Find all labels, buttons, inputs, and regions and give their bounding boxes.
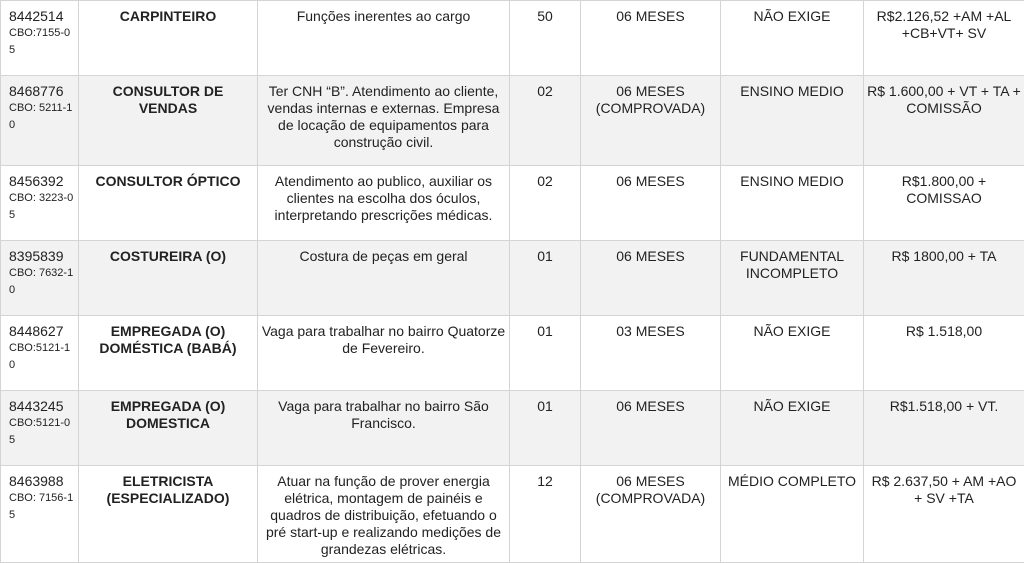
salary-benefits: R$ 2.637,50 + AM +AO + SV +TA xyxy=(864,466,1024,563)
table-row xyxy=(1,466,1024,563)
experience-requirement: 06 MESES xyxy=(581,241,721,316)
job-code-cell xyxy=(1,76,79,166)
education-requirement: ENSINO MEDIO xyxy=(721,76,864,166)
experience-requirement: 06 MESES (COMPROVADA) xyxy=(581,466,721,563)
education-requirement: ENSINO MEDIO xyxy=(721,166,864,241)
cbo-code: CBO: 3223-05 xyxy=(9,190,76,224)
table-row xyxy=(1,241,1024,316)
job-description: Ter CNH “B”. Atendimento ao cliente, vendas internas e externas. Empresa de locação de equipamentos para construção civil. xyxy=(258,76,510,166)
job-title: CARPINTEIRO xyxy=(79,1,258,76)
job-code: 8448627 xyxy=(9,323,76,340)
table-row xyxy=(1,1,1024,76)
education-requirement: NÃO EXIGE xyxy=(721,391,864,466)
job-title: EMPREGADA (O) DOMESTICA xyxy=(79,391,258,466)
cbo-code: CBO:5121-05 xyxy=(9,415,76,449)
job-code: 8463988 xyxy=(9,473,76,490)
job-code: 8468776 xyxy=(9,83,76,100)
job-description: Vaga para trabalhar no bairro São Francisco. xyxy=(258,391,510,466)
job-code: 8442514 xyxy=(9,8,76,25)
education-requirement: FUNDAMENTAL INCOMPLETO xyxy=(721,241,864,316)
cbo-code: CBO: 7156-15 xyxy=(9,490,76,524)
job-description: Atuar na função de prover energia elétrica, montagem de painéis e quadros de distribuição, efetuando o pré start-up e realizando medições de grandezas elétricas. xyxy=(258,466,510,563)
vacancies-count: 12 xyxy=(510,466,581,563)
experience-requirement: 06 MESES xyxy=(581,1,721,76)
job-code: 8395839 xyxy=(9,248,76,265)
job-code-cell xyxy=(1,316,79,391)
experience-requirement: 06 MESES xyxy=(581,166,721,241)
cbo-code: CBO: 5211-10 xyxy=(9,100,76,134)
job-title: CONSULTOR ÓPTICO xyxy=(79,166,258,241)
job-code-cell xyxy=(1,1,79,76)
table-row xyxy=(1,391,1024,466)
vacancies-count: 02 xyxy=(510,166,581,241)
salary-benefits: R$1.800,00 + COMISSAO xyxy=(864,166,1024,241)
job-title: EMPREGADA (O) DOMÉSTICA (BABÁ) xyxy=(79,316,258,391)
job-description: Costura de peças em geral xyxy=(258,241,510,316)
job-description: Vaga para trabalhar no bairro Quatorze de Fevereiro. xyxy=(258,316,510,391)
experience-requirement: 03 MESES xyxy=(581,316,721,391)
job-code: 8443245 xyxy=(9,398,76,415)
experience-requirement: 06 MESES xyxy=(581,391,721,466)
job-title: ELETRICISTA (ESPECIALIZADO) xyxy=(79,466,258,563)
job-description: Atendimento ao publico, auxiliar os clientes na escolha dos óculos, interpretando prescrições médicas. xyxy=(258,166,510,241)
vacancies-count: 01 xyxy=(510,241,581,316)
education-requirement: NÃO EXIGE xyxy=(721,1,864,76)
job-code-cell xyxy=(1,166,79,241)
job-title: COSTUREIRA (O) xyxy=(79,241,258,316)
salary-benefits: R$ 1.518,00 xyxy=(864,316,1024,391)
vacancies-count: 02 xyxy=(510,76,581,166)
table-row xyxy=(1,316,1024,391)
table-row xyxy=(1,166,1024,241)
job-code-cell xyxy=(1,391,79,466)
education-requirement: NÃO EXIGE xyxy=(721,316,864,391)
table-row xyxy=(1,76,1024,166)
job-listings-body xyxy=(1,1,1024,563)
vacancies-count: 01 xyxy=(510,316,581,391)
education-requirement: MÉDIO COMPLETO xyxy=(721,466,864,563)
salary-benefits: R$ 1.600,00 + VT + TA + COMISSÃO xyxy=(864,76,1024,166)
cbo-code: CBO: 7632-10 xyxy=(9,265,76,299)
job-code: 8456392 xyxy=(9,173,76,190)
salary-benefits: R$1.518,00 + VT. xyxy=(864,391,1024,466)
job-description: Funções inerentes ao cargo xyxy=(258,1,510,76)
cbo-code: CBO:7155-05 xyxy=(9,25,76,59)
salary-benefits: R$2.126,52 +AM +AL +CB+VT+ SV xyxy=(864,1,1024,76)
job-code-cell xyxy=(1,466,79,563)
job-code-cell xyxy=(1,241,79,316)
vacancies-count: 50 xyxy=(510,1,581,76)
job-title: CONSULTOR DE VENDAS xyxy=(79,76,258,166)
salary-benefits: R$ 1800,00 + TA xyxy=(864,241,1024,316)
experience-requirement: 06 MESES (COMPROVADA) xyxy=(581,76,721,166)
cbo-code: CBO:5121-10 xyxy=(9,340,76,374)
vacancies-count: 01 xyxy=(510,391,581,466)
